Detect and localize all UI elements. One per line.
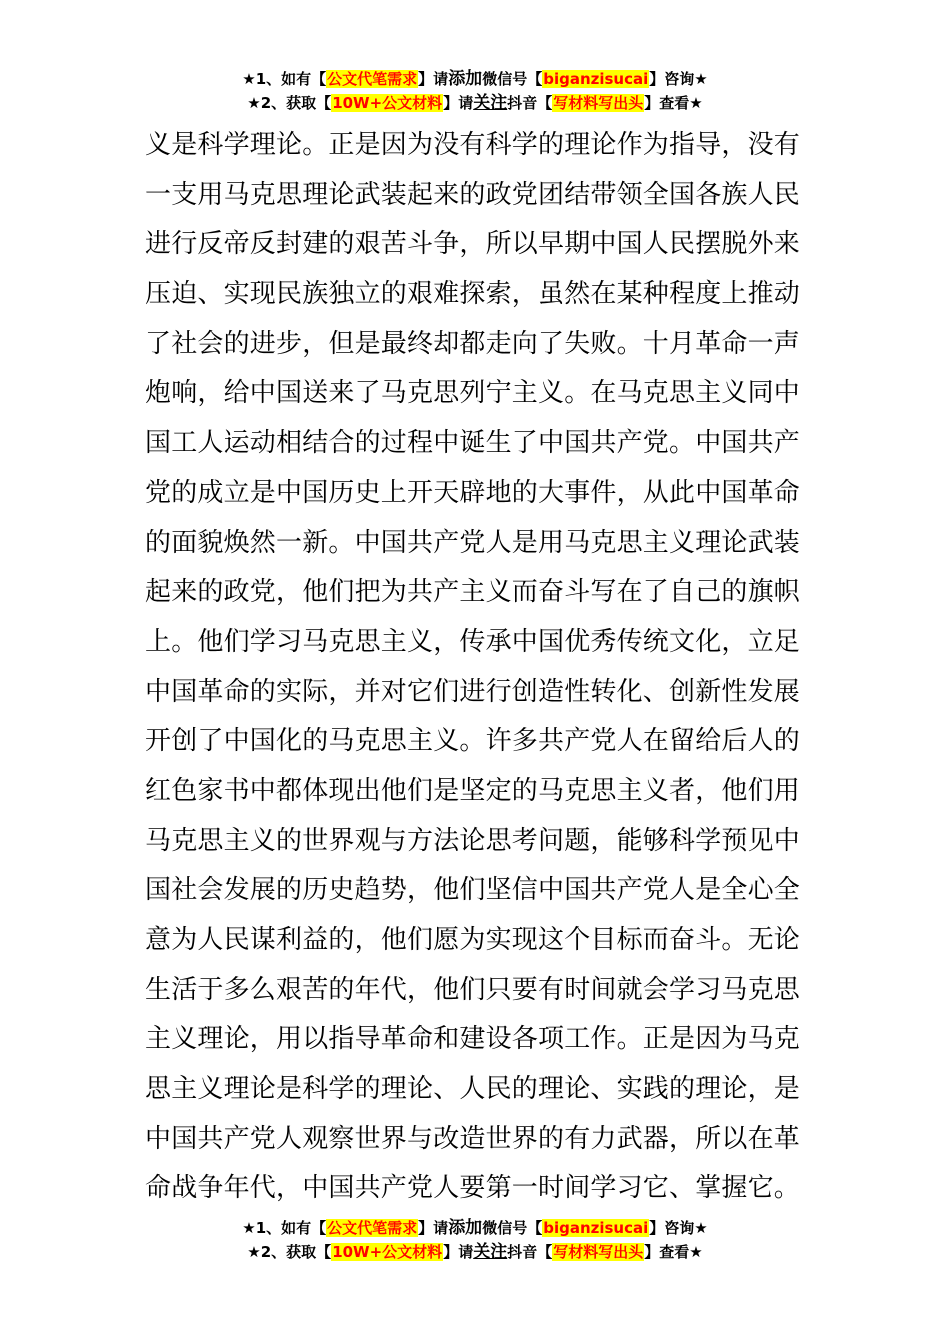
star-icon: ★	[694, 1219, 708, 1237]
douyin-account: 写材料写出头	[553, 94, 644, 112]
body-line: 压迫、实现民族独立的艰难探索，虽然在某种程度上推动	[145, 279, 801, 310]
body-line: 炮响，给中国送来了马克思列宁主义。在马克思主义同中	[145, 378, 801, 409]
body-line: 中国革命的实际，并对它们进行创造性转化、创新性发展	[145, 676, 801, 707]
body-line: 了社会的进步，但是最终却都走向了失败。十月革命一声	[145, 328, 801, 359]
body-line: 的面貌焕然一新。中国共产党人是用马克思主义理论武装	[145, 527, 801, 558]
douyin-account: 写材料写出头	[553, 1243, 644, 1261]
star-icon: ★	[242, 1219, 256, 1237]
body-line: 红色家书中都体现出他们是坚定的马克思主义者，他们用	[145, 775, 801, 806]
promo-line-1: ★1、如有【公文代笔需求】请添加微信号【biganzisucai】咨询★	[242, 69, 708, 89]
star-icon: ★	[247, 1243, 261, 1261]
footer-promo-banner	[0, 1216, 950, 1264]
wechat-id: biganzisucai	[543, 70, 649, 88]
promo-line-1: ★1、如有【公文代笔需求】请添加微信号【biganzisucai】咨询★	[242, 1218, 708, 1238]
promo-highlight: 10W+公文材料	[332, 94, 443, 112]
body-line: 开创了中国化的马克思主义。许多共产党人在留给后人的	[145, 726, 801, 757]
star-icon: ★	[689, 94, 703, 112]
body-line: 主义理论，用以指导革命和建设各项工作。正是因为马克	[145, 1024, 801, 1055]
body-line: 进行反帝反封建的艰苦斗争，所以早期中国人民摆脱外来	[145, 229, 801, 260]
promo-line-2: ★2、获取【10W+公文材料】请关注抖音【写材料写出头】查看★	[247, 1242, 703, 1262]
body-line: 命战争年代，中国共产党人要第一时间学习它、掌握它。	[145, 1173, 801, 1204]
body-line: 思主义理论是科学的理论、人民的理论、实践的理论，是	[145, 1074, 801, 1105]
body-line: 中国共产党人观察世界与改造世界的有力武器，所以在革	[145, 1123, 801, 1154]
star-icon: ★	[242, 70, 256, 88]
promo-highlight: 公文代笔需求	[327, 1219, 418, 1237]
promo-line-2: ★2、获取【10W+公文材料】请关注抖音【写材料写出头】查看★	[247, 93, 703, 113]
body-line: 一支用马克思理论武装起来的政党团结带领全国各族人民	[145, 179, 801, 210]
star-icon: ★	[694, 70, 708, 88]
body-line: 国工人运动相结合的过程中诞生了中国共产党。中国共产	[145, 428, 801, 459]
body-line: 马克思主义的世界观与方法论思考问题，能够科学预见中	[145, 825, 801, 856]
header-promo-banner	[0, 67, 950, 115]
body-line: 意为人民谋利益的，他们愿为实现这个目标而奋斗。无论	[145, 925, 801, 955]
body-line: 起来的政党，他们把为共产主义而奋斗写在了自己的旗帜	[145, 577, 801, 608]
document-body	[145, 121, 810, 1214]
promo-highlight: 10W+公文材料	[332, 1243, 443, 1261]
body-line: 义是科学理论。正是因为没有科学的理论作为指导，没有	[145, 130, 801, 160]
body-line: 国社会发展的历史趋势，他们坚信中国共产党人是全心全	[145, 875, 801, 906]
body-line: 党的成立是中国历史上开天辟地的大事件，从此中国革命	[145, 477, 801, 508]
body-line: 上。他们学习马克思主义，传承中国优秀传统文化，立足	[145, 626, 801, 657]
promo-highlight: 公文代笔需求	[327, 70, 418, 88]
body-line: 生活于多么艰苦的年代，他们只要有时间就会学习马克思	[145, 974, 801, 1005]
star-icon: ★	[689, 1243, 703, 1261]
star-icon: ★	[247, 94, 261, 112]
wechat-id: biganzisucai	[543, 1219, 649, 1237]
